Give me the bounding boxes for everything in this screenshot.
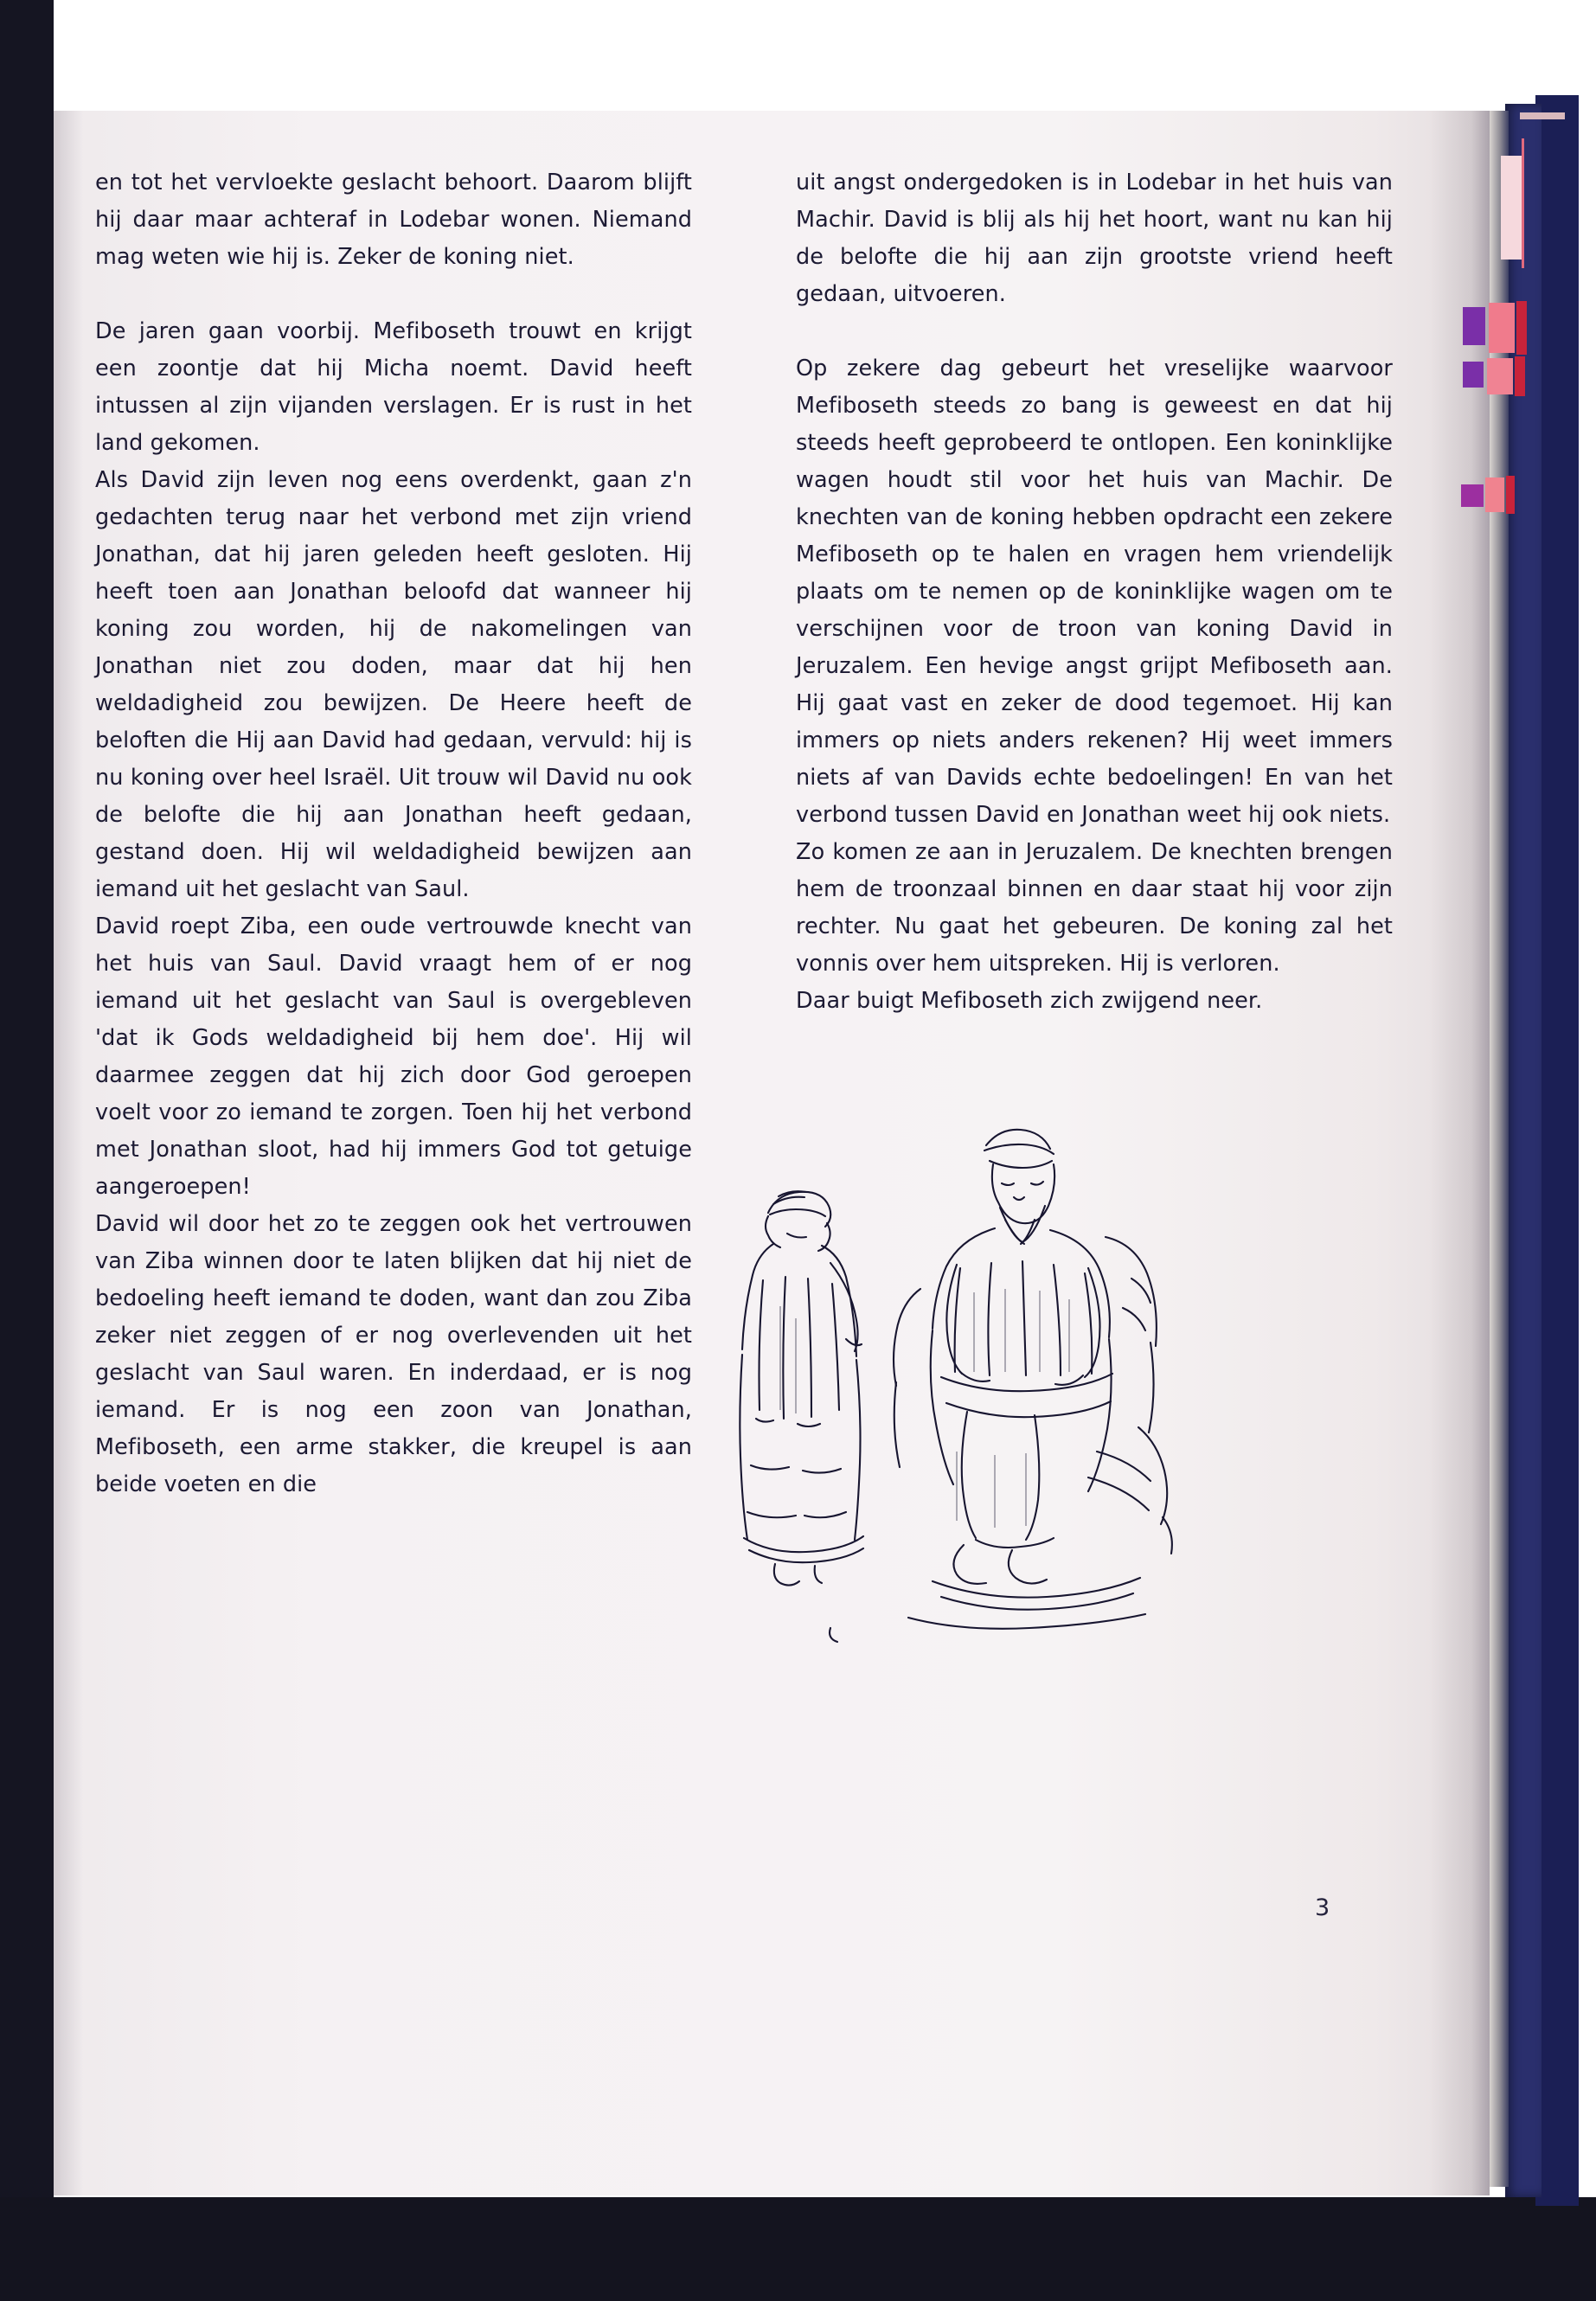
illustration [701,1107,1254,1652]
mark-pink-strip [1501,156,1523,260]
paragraph: Daar buigt Mefiboseth zich zwijgend neer. [796,988,1263,1014]
mark-pink-1 [1489,303,1515,353]
page-content [95,164,1393,2033]
illustration-drawing [701,1107,1254,1652]
mark-purple-1 [1463,307,1485,345]
page-shadow-left [54,111,83,2195]
text-column-left [95,164,692,1503]
mark-thin-red [1522,138,1524,268]
mark-red-3 [1506,476,1515,514]
scan-background-left [0,0,54,2301]
scan-colour-marks [1466,156,1570,848]
mark-purple-3 [1461,484,1484,507]
scan-background-bottom [0,2197,1596,2301]
mark-line [1520,112,1565,119]
paragraph: Zo komen ze aan in Jeruzalem. De knechten brengen hem de troonzaal binnen en daar staat hij voor zijn rechter. Nu gaat het gebeuren. De koning zal het vonnis over hem uitspreken. Hij is verloren. [796,839,1393,977]
text-column-right [796,164,1393,1020]
scan-background-top [0,0,1596,111]
mark-red-1 [1516,301,1527,355]
mark-pink-2 [1487,358,1513,394]
paragraph: David roept Ziba, een oude vertrouwde knecht van het huis van Saul. David vraagt hem of er nog iemand uit het geslacht van Saul is overgebleven 'dat ik Gods weldadigheid bij hem doe'. Hij wil daarmee zeggen dat hij zich door God geroepen voelt voor zo iemand te zorgen. Toen hij het verbond met Jonathan sloot, had hij immers God tot getuige aangeroepen! [95,913,692,1200]
mark-red-2 [1515,356,1525,396]
paragraph: uit angst ondergedoken is in Lodebar in het huis van Machir. David is blij als hij het hoort, want nu kan hij de belofte die hij aan zijn grootste vriend heeft gedaan, uitvoeren. [796,170,1393,307]
mark-pink-3 [1485,478,1504,512]
page-number: 3 [1315,1894,1330,1921]
paragraph: Als David zijn leven nog eens overdenkt, gaan z'n gedachten terug naar het verbond met zijn vriend Jonathan, dat hij jaren geleden heeft gesloten. Hij heeft toen aan Jonathan beloofd dat wanneer hij koning zou worden, hij de nakomelingen van Jonathan niet zou doden, maar dat hij hen weldadigheid zou bewijzen. De Heere heeft de beloften die Hij aan David had gedaan, vervuld: hij is nu koning over heel Israël. Uit trouw wil David nu ook de belofte die hij aan Jonathan heeft gedaan, gestand doen. Hij wil weldadigheid bewijzen aan iemand uit het geslacht van Saul. [95,467,692,902]
mark-purple-2 [1463,362,1484,388]
paragraph: Op zekere dag gebeurt het vreselijke waarvoor Mefiboseth steeds zo bang is geweest en dat hij steeds heeft geprobeerd te ontlopen. Een koninklijke wagen houdt stil voor het huis van Machir. De knechten van de koning hebben opdracht een zekere Mefiboseth op te halen en vragen hem vriendelijk plaats om te nemen op de koninklijke wagen om te verschijnen voor de troon van koning David in Jeruzalem. Een hevige angst grijpt Mefiboseth aan. Hij gaat vast en zeker de dood tegemoet. Hij kan immers op niets anders rekenen? Hij weet immers niets af van Davids echte bedoelingen! En van het verbond tussen David en Jonathan weet hij ook niets. [796,356,1393,828]
paragraph: en tot het vervloekte geslacht behoort. Daarom blijft hij daar maar achteraf in Lodebar wonen. Niemand mag weten wie hij is. Zeker de koning niet. [95,170,692,270]
paragraph: David wil door het zo te zeggen ook het vertrouwen van Ziba winnen door te laten blijken dat hij niet de bedoeling heeft iemand te doden, want dan zou Ziba zeker niet zeggen of er nog overlevenden uit het geslacht van Saul waren. En inderdaad, er is nog iemand. Er is nog een zoon van Jonathan, Mefiboseth, een arme stakker, die kreupel is aan beide voeten en die [95,1211,692,1497]
paragraph: De jaren gaan voorbij. Mefiboseth trouwt en krijgt een zoontje dat hij Micha noemt. David heeft intussen al zijn vijanden verslagen. Er is rust in het land gekomen. [95,318,692,456]
